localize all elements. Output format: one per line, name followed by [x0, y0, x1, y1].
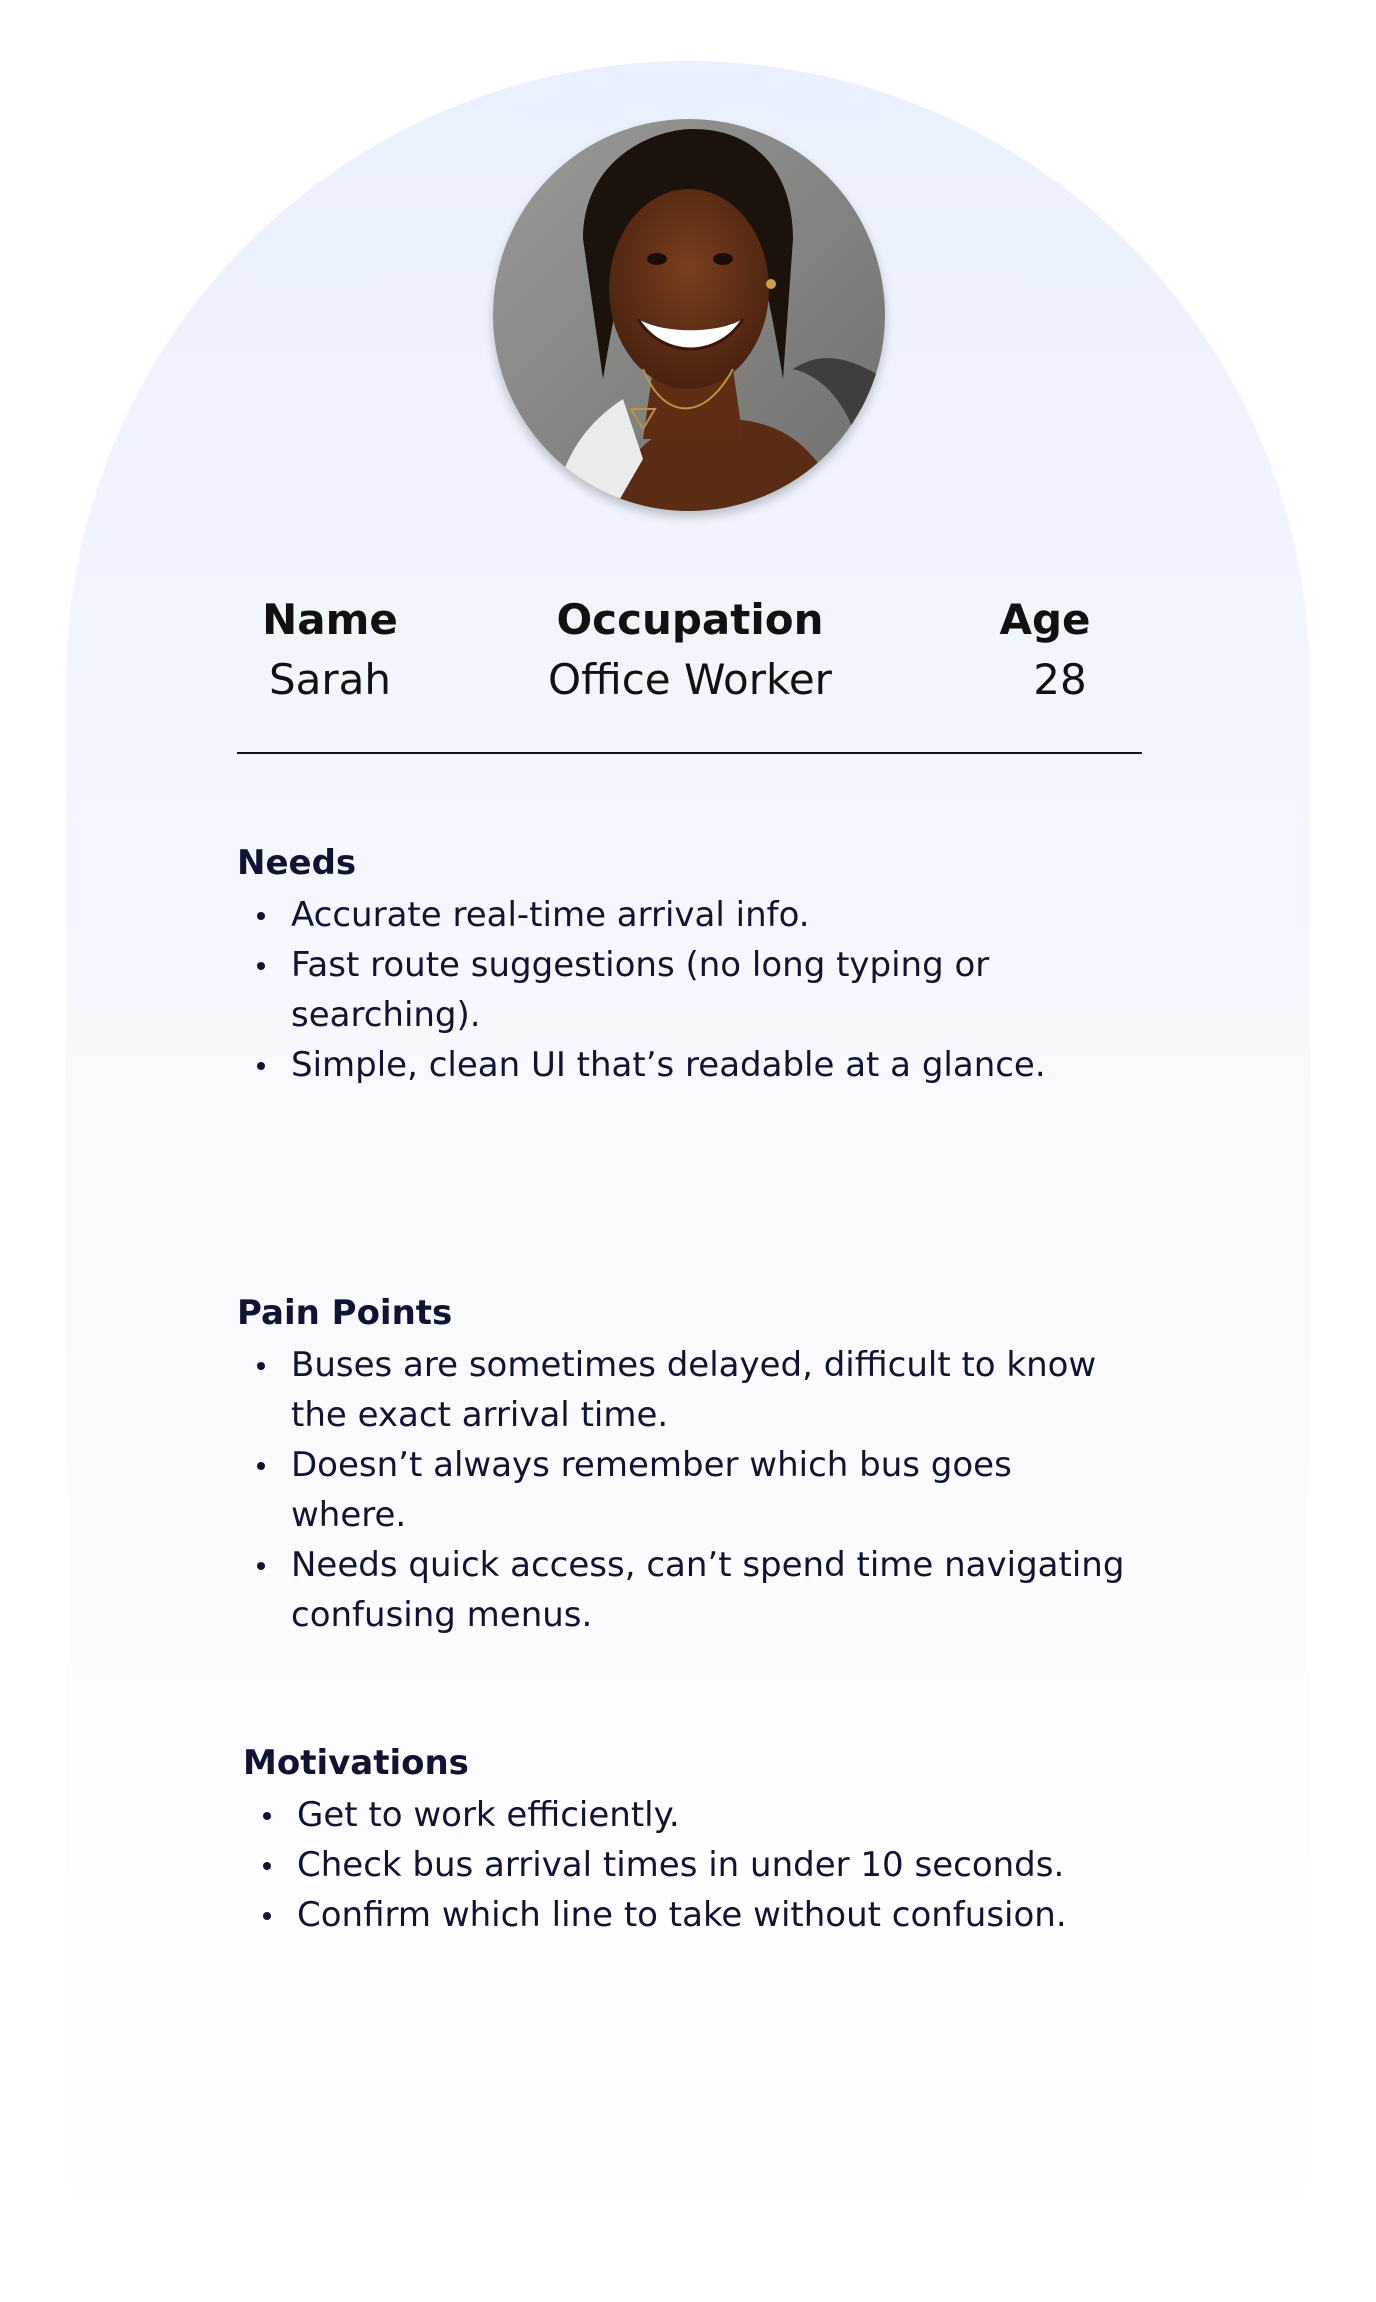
list-item: Buses are sometimes delayed, difficult to know the exact arrival time.: [237, 1340, 1137, 1440]
pain-points-list: [237, 1340, 1137, 1640]
occupation-value: Office Worker: [548, 655, 832, 704]
list-item: Fast route suggestions (no long typing or searching).: [237, 940, 1137, 1040]
age-value: 28: [1033, 655, 1087, 704]
list-item: Doesn’t always remember which bus goes where.: [237, 1440, 1137, 1540]
name-label: Name: [262, 595, 398, 644]
persona-info: [0, 0, 1376, 800]
list-item: Accurate real-time arrival info.: [237, 890, 1137, 940]
occupation-label: Occupation: [556, 595, 824, 644]
motivations-list: [243, 1790, 1143, 1940]
needs-list: [237, 890, 1137, 1090]
pain-points-section: [237, 1290, 1137, 1640]
divider: [237, 752, 1142, 754]
needs-section: [237, 840, 1137, 1090]
list-item: Confirm which line to take without confusion.: [243, 1890, 1143, 1940]
name-value: Sarah: [268, 655, 392, 704]
list-item: Needs quick access, can’t spend time navigating confusing menus.: [237, 1540, 1137, 1640]
motivations-section: [243, 1740, 1143, 1940]
age-label: Age: [999, 595, 1091, 644]
list-item: Simple, clean UI that’s readable at a glance.: [237, 1040, 1137, 1090]
list-item: Check bus arrival times in under 10 seconds.: [243, 1840, 1143, 1890]
pain-points-title: Pain Points: [237, 1293, 453, 1333]
motivations-title: Motivations: [243, 1743, 469, 1783]
list-item: Get to work efficiently.: [243, 1790, 1143, 1840]
needs-title: Needs: [237, 843, 357, 883]
